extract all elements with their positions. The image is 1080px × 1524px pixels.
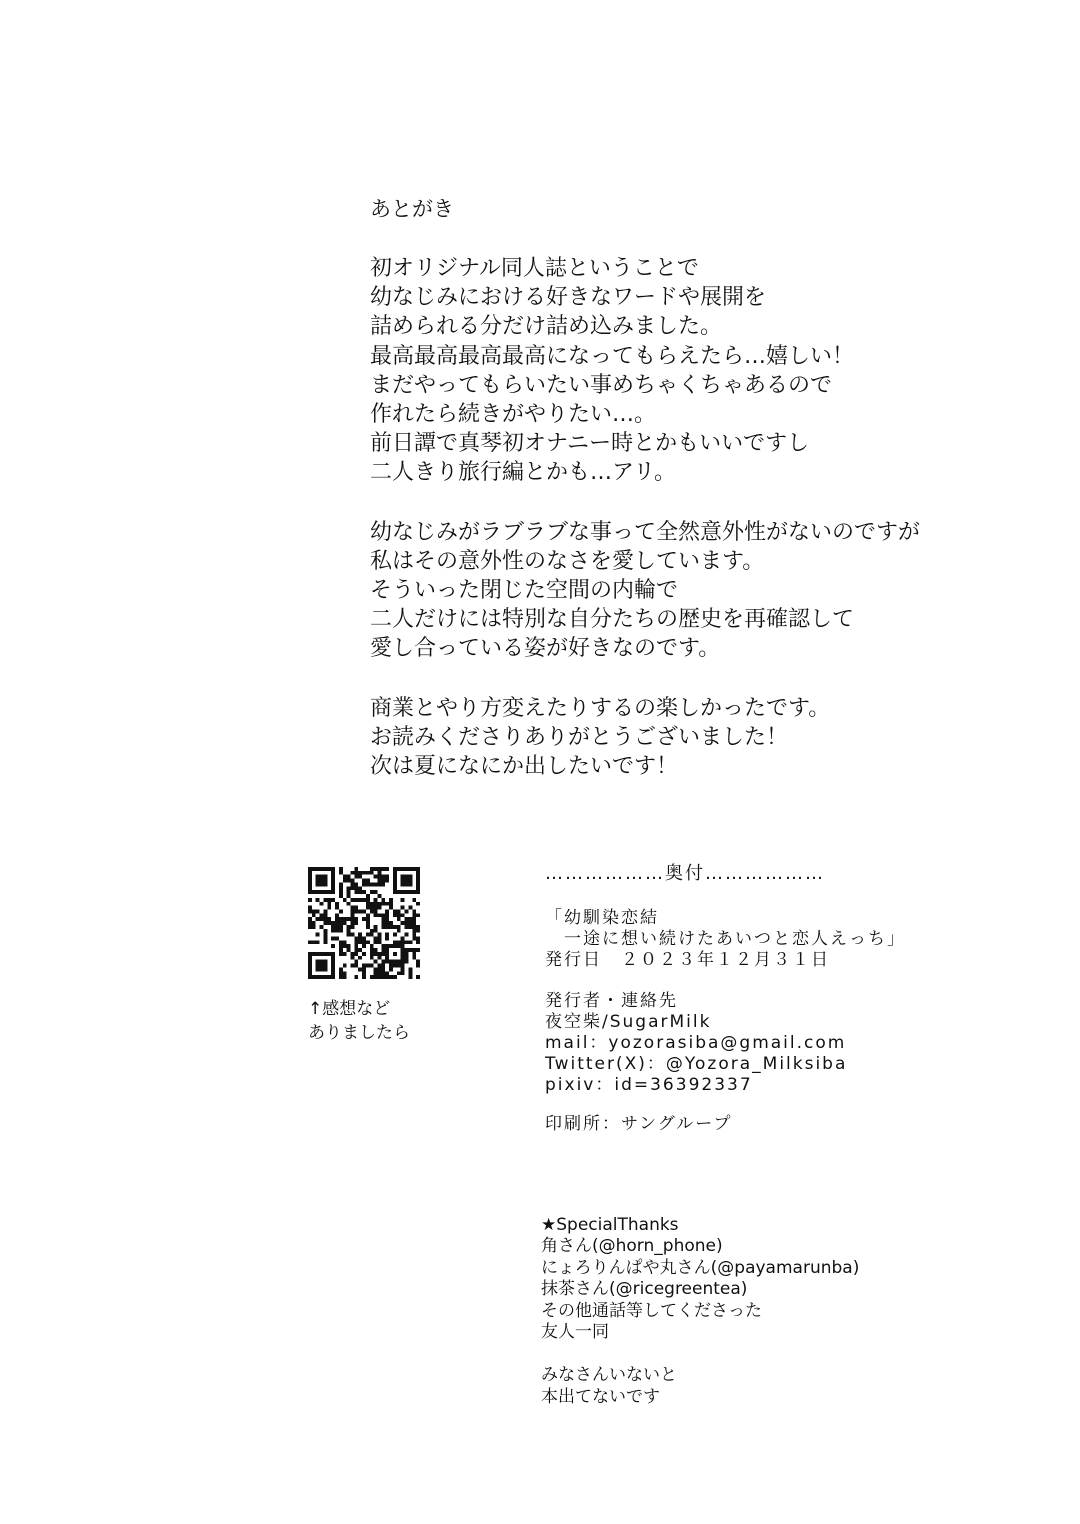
thanks-name: 角さん(@horn_phone) (541, 1236, 723, 1257)
thanks-name: にょろりんぱや丸さん(@payamarunba) (541, 1257, 860, 1278)
contact-label: 発行者・連絡先 (545, 991, 678, 1011)
book-title-line: 「幼馴染恋結 (545, 908, 659, 928)
afterword-line: 幼なじみがラブラブな事って全然意外性がないのですが (370, 519, 921, 545)
afterword-line: まだやってもらいたい事めちゃくちゃあるので (370, 372, 833, 398)
afterword-line: 最高最高最高最高になってもらえたら…嬉しい！ (370, 343, 855, 369)
thanks-closing: 本出てないです (541, 1386, 660, 1407)
afterword-line: 二人きり旅行編とかも…アリ。 (370, 460, 677, 486)
thanks-closing: みなさんいないと (541, 1365, 677, 1386)
afterword-line: 愛し合っている姿が好きなのです。 (370, 636, 721, 662)
qr-block (308, 867, 420, 1045)
afterword-paragraph-2 (370, 518, 920, 664)
qr-caption (308, 997, 420, 1045)
afterword-line: 詰められる分だけ詰め込みました。 (370, 314, 723, 340)
afterword-line: 次は夏になにか出したいです！ (370, 754, 679, 780)
afterword-line: 作れたら続きがやりたい…。 (370, 402, 657, 428)
colophon (545, 862, 906, 1135)
thanks-header: ★SpecialThanks (541, 1215, 679, 1235)
afterword-line: 前日譚で真琴初オナニー時とかもいいですし (370, 431, 810, 457)
afterword-paragraph-3 (370, 694, 920, 782)
afterword (370, 196, 920, 811)
printer: 印刷所：サングループ (545, 1114, 733, 1134)
thanks-name: その他通話等してくださった (541, 1300, 762, 1321)
afterword-title: あとがき (370, 197, 454, 221)
special-thanks (541, 1215, 859, 1408)
thanks-name: 抹茶さん(@ricegreentea) (541, 1279, 748, 1300)
mail-address: mail：yozorasiba@gmail.com (545, 1033, 847, 1053)
thanks-name: 友人一同 (541, 1322, 609, 1343)
afterword-line: 初オリジナル同人誌ということで (370, 256, 699, 281)
twitter-handle: Twitter(X)：@Yozora_Milksiba (545, 1054, 848, 1074)
afterword-line: お読みくださりありがとうございました！ (370, 724, 789, 750)
colophon-header: ………………奥付……………… (545, 863, 825, 884)
afterword-line: 私はその意外性のなさを愛しています。 (370, 548, 765, 574)
issue-date: 発行日 ２０２３年１２月３１日 (545, 950, 830, 970)
publisher-name: 夜空柴/SugarMilk (545, 1012, 712, 1032)
qr-code-icon (308, 867, 420, 979)
qr-caption-line: ↑感想など (308, 999, 391, 1019)
afterword-line: そういった閉じた空間の内輪で (370, 578, 679, 604)
afterword-line: 商業とやり方変えたりするの楽しかったです。 (370, 695, 831, 721)
afterword-line: 二人だけには特別な自分たちの歴史を再確認して (370, 607, 855, 633)
afterword-paragraph-1 (370, 254, 920, 488)
pixiv-id: pixiv：id=36392337 (545, 1075, 753, 1095)
book-title-line: 一途に想い続けたあいつと恋人えっち」 (545, 929, 906, 949)
qr-caption-line: ありましたら (308, 1023, 410, 1043)
afterword-line: 幼なじみにおける好きなワードや展開を (370, 285, 767, 311)
